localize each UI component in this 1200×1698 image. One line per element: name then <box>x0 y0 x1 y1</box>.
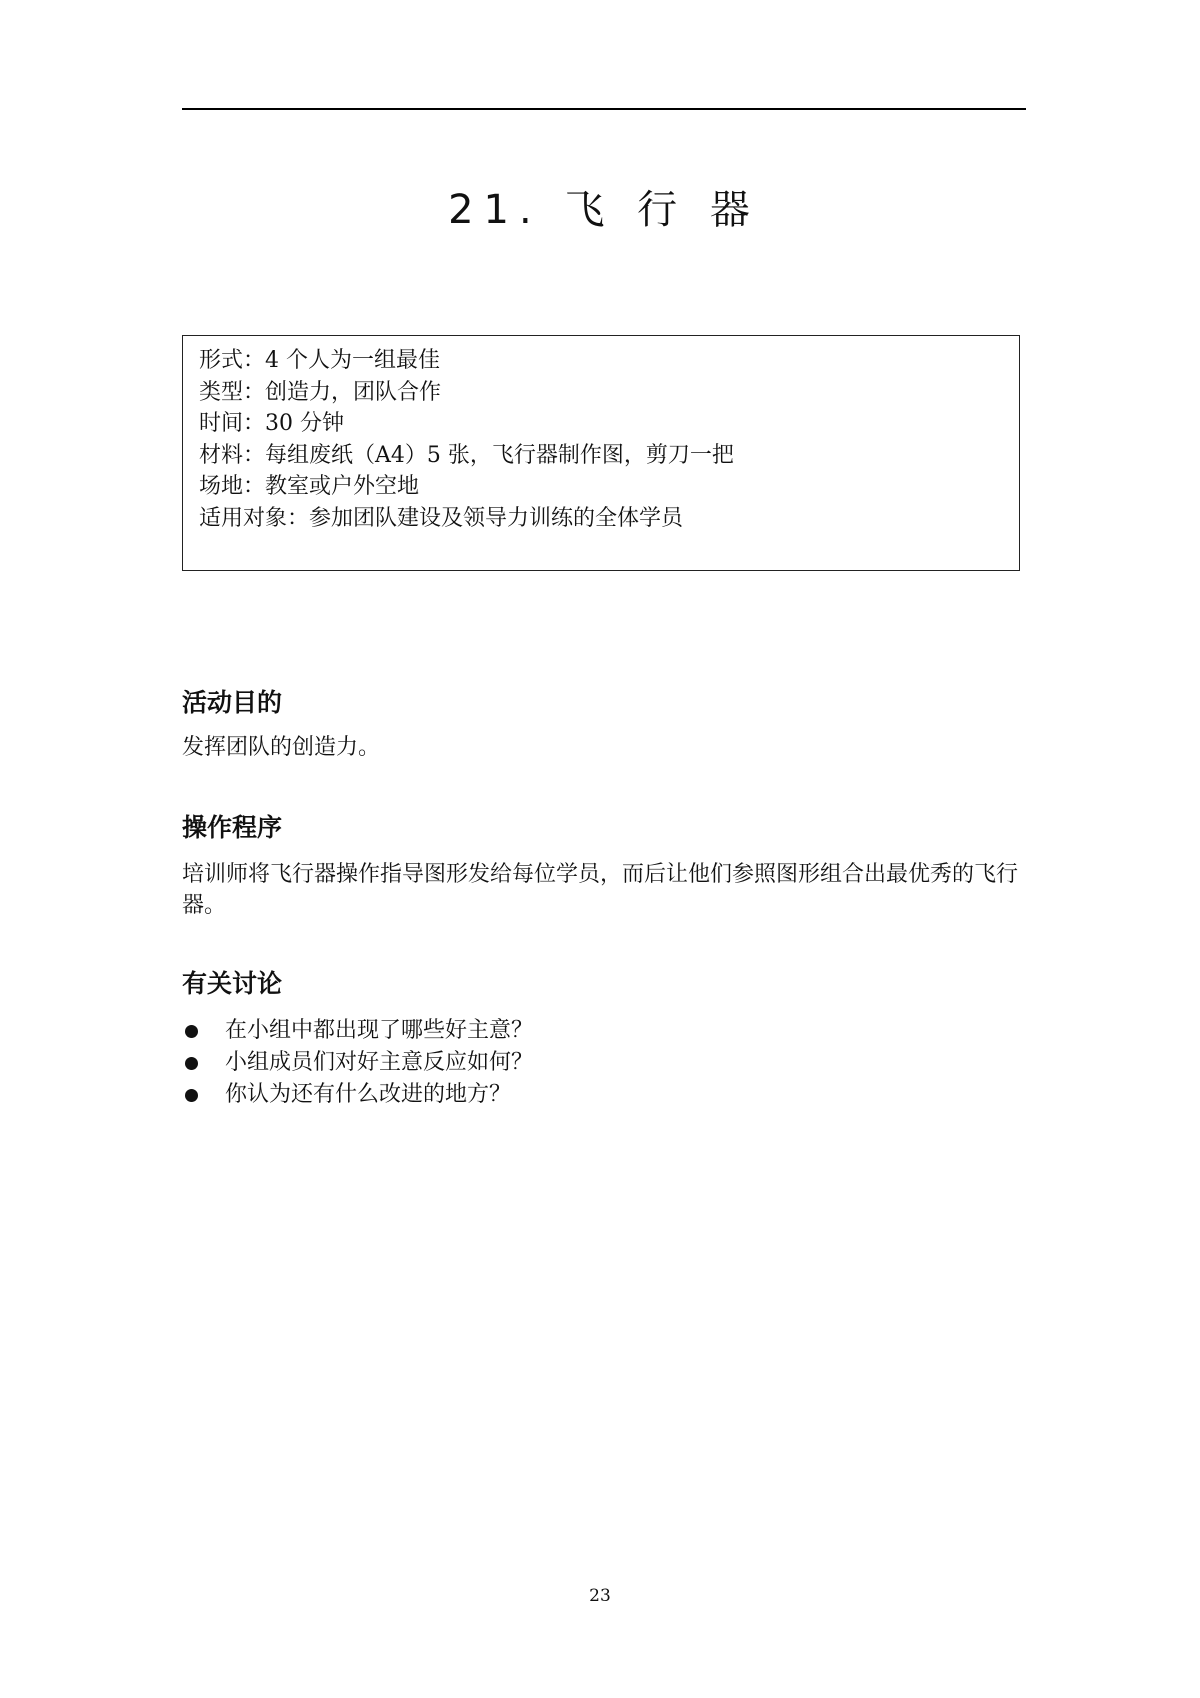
procedure-heading: 操作程序 <box>182 813 283 842</box>
list-item <box>182 1015 533 1047</box>
bullet-icon <box>185 1025 198 1038</box>
info-venue: 场地：教室或户外空地 <box>199 474 420 499</box>
purpose-text: 发挥团队的创造力。 <box>182 735 381 760</box>
info-format: 形式：4 个人为一组最佳 <box>199 348 440 373</box>
bullet-icon <box>185 1057 198 1070</box>
discussion-list <box>182 1015 533 1111</box>
list-item <box>182 1047 533 1079</box>
activity-info-box <box>182 335 1020 571</box>
list-item <box>182 1079 533 1111</box>
page-title: 21. 飞 行 器 <box>448 187 760 233</box>
procedure-text: 培训师将飞行器操作指导图形发给每位学员，而后让他们参照图形组合出最优秀的飞行器。 <box>182 862 1019 918</box>
discussion-heading: 有关讨论 <box>182 969 283 998</box>
discussion-item-text: 在小组中都出现了哪些好主意？ <box>225 1018 534 1043</box>
purpose-heading: 活动目的 <box>182 688 283 717</box>
discussion-item-text: 你认为还有什么改进的地方？ <box>225 1082 512 1107</box>
page-number: 23 <box>589 1586 611 1606</box>
header-rule <box>182 108 1026 110</box>
info-time: 时间：30 分钟 <box>199 411 344 436</box>
discussion-item-text: 小组成员们对好主意反应如何？ <box>225 1050 534 1075</box>
info-type: 类型：创造力，团队合作 <box>199 379 442 405</box>
info-audience: 适用对象：参加团队建设及领导力训练的全体学员 <box>199 505 684 531</box>
info-materials: 材料：每组废纸（A4）5 张，飞行器制作图，剪刀一把 <box>199 442 734 468</box>
bullet-icon <box>185 1089 198 1102</box>
